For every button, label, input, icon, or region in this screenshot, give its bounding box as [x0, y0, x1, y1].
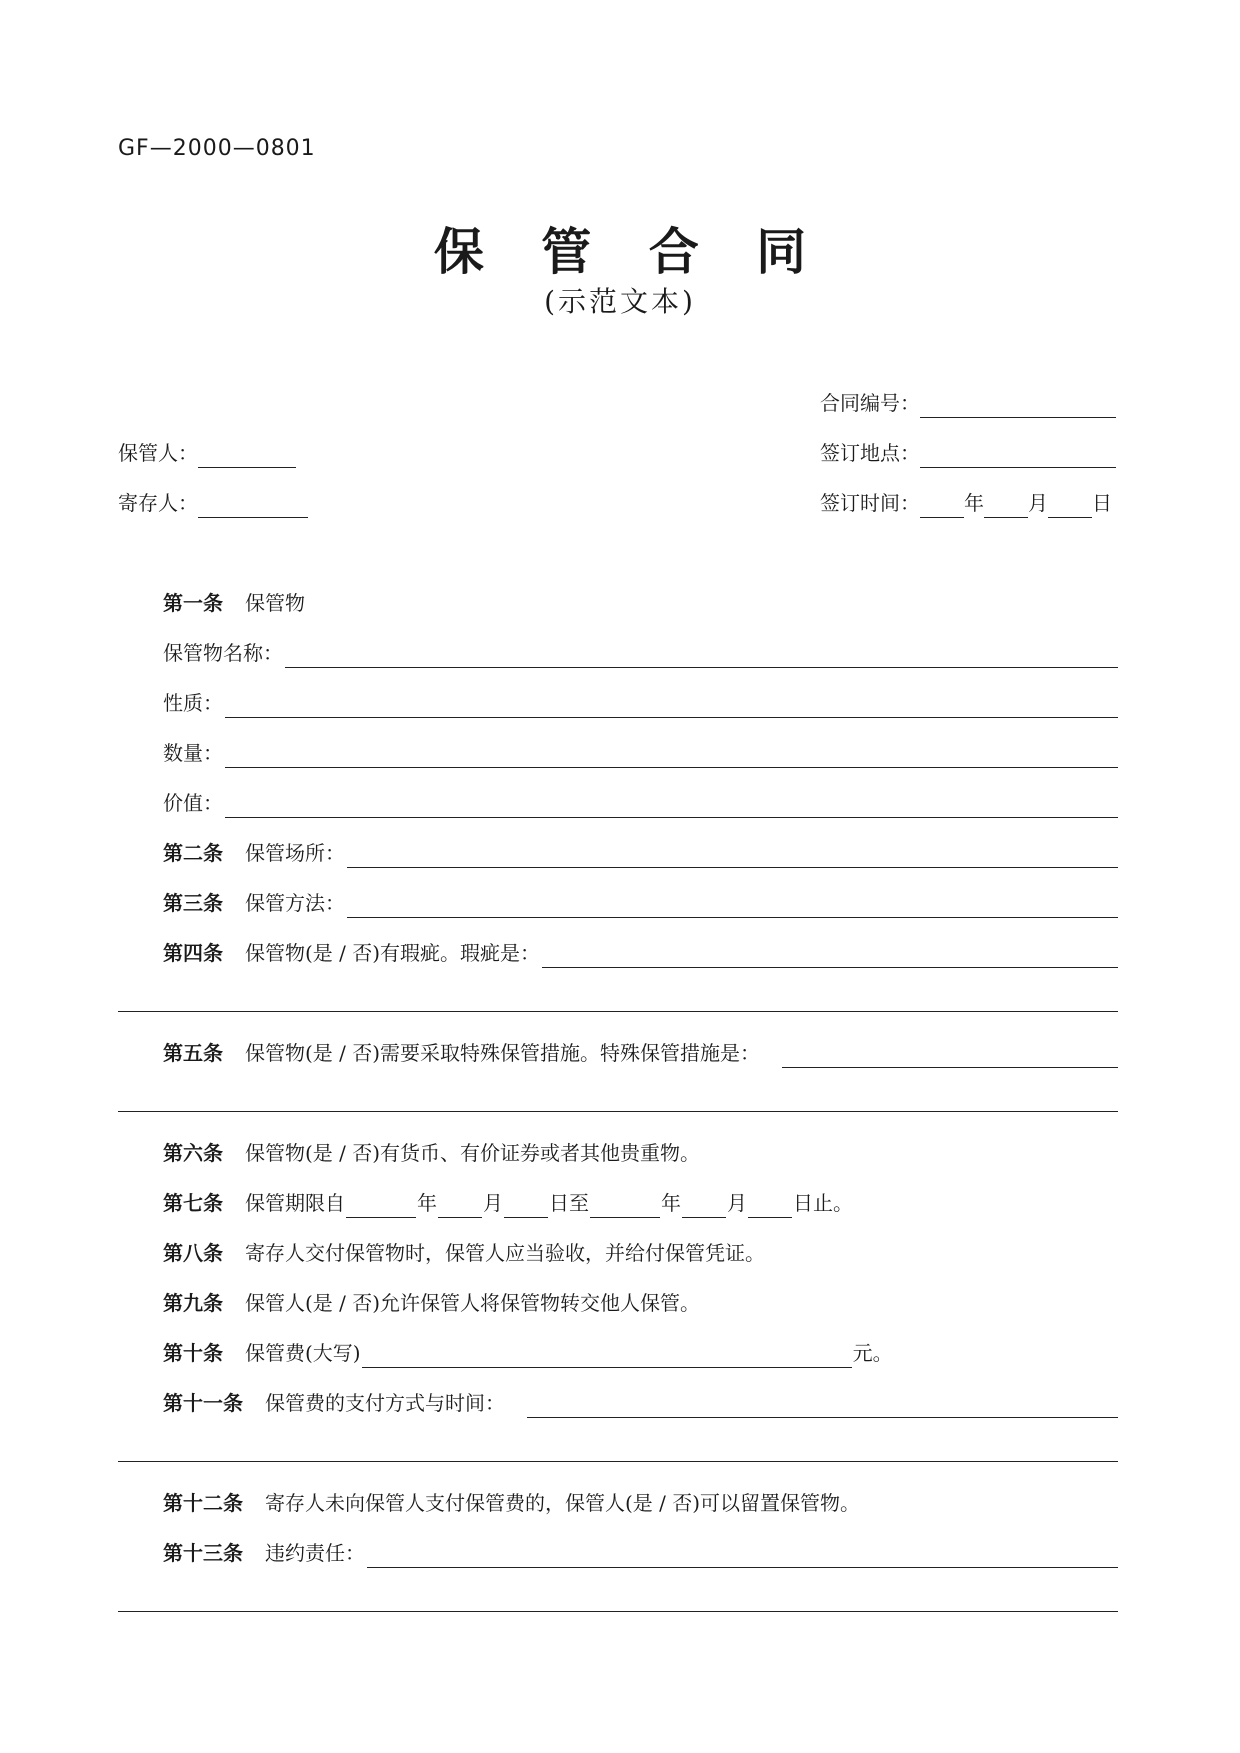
end-day-field[interactable]: [748, 1195, 792, 1218]
article-13-number: 第十三条: [163, 1541, 243, 1565]
sign-year-field[interactable]: [920, 495, 964, 518]
article-1: [163, 588, 1118, 618]
storage-place-field[interactable]: [347, 845, 1118, 868]
article-5-number: 第五条: [163, 1041, 223, 1065]
contract-number-field[interactable]: [920, 395, 1116, 418]
sign-place-label: 签订地点：: [820, 441, 920, 465]
fee-amount-field[interactable]: [362, 1345, 852, 1368]
article-13-text: 违约责任：: [265, 1541, 365, 1565]
document-subtitle: (示范文本): [544, 285, 696, 318]
article-10-prefix: 保管费(大写): [245, 1341, 361, 1365]
payment-continuation-line[interactable]: [118, 1461, 1118, 1462]
depositor-field[interactable]: [198, 495, 308, 518]
item-value-field[interactable]: [225, 795, 1118, 818]
item-name-row: [163, 638, 1118, 668]
article-8: [163, 1238, 1118, 1268]
article-1-text: 保管物: [245, 591, 305, 615]
item-value-row: [163, 788, 1118, 818]
item-name-field[interactable]: [285, 645, 1118, 668]
article-2: [163, 838, 1118, 868]
article-7-number: 第七条: [163, 1191, 223, 1215]
item-nature-row: [163, 688, 1118, 718]
sign-day-label: 日: [1092, 491, 1112, 515]
depositor-label: 寄存人：: [118, 491, 198, 515]
item-value-label: 价值：: [163, 791, 223, 815]
start-year-field[interactable]: [346, 1195, 416, 1218]
contract-number-row: [820, 388, 1116, 418]
article-1-number: 第一条: [163, 591, 223, 615]
article-11-text: 保管费的支付方式与时间：: [265, 1391, 505, 1415]
sign-month-label: 月: [1028, 491, 1048, 515]
item-quantity-label: 数量：: [163, 741, 223, 765]
item-name-label: 保管物名称：: [163, 641, 283, 665]
special-measures-field[interactable]: [782, 1045, 1118, 1068]
article-3-text: 保管方法：: [245, 891, 345, 915]
start-month-label: 月: [483, 1191, 503, 1215]
item-quantity-row: [163, 738, 1118, 768]
end-day-label: 日止。: [793, 1191, 853, 1215]
article-6-number: 第六条: [163, 1141, 223, 1165]
article-7: [163, 1188, 1118, 1218]
defect-field[interactable]: [542, 945, 1118, 968]
start-day-field[interactable]: [504, 1195, 548, 1218]
storage-method-field[interactable]: [347, 895, 1118, 918]
defect-continuation-line[interactable]: [118, 1011, 1118, 1012]
liability-field[interactable]: [367, 1545, 1118, 1568]
custodian-row: [118, 438, 296, 468]
article-13: [163, 1538, 1118, 1568]
special-measures-continuation-line[interactable]: [118, 1111, 1118, 1112]
document-code: GF—2000—0801: [118, 136, 316, 161]
article-9-number: 第九条: [163, 1291, 223, 1315]
article-7-prefix: 保管期限自: [245, 1191, 345, 1215]
item-nature-field[interactable]: [225, 695, 1118, 718]
end-month-label: 月: [727, 1191, 747, 1215]
start-month-field[interactable]: [438, 1195, 482, 1218]
article-8-text: 寄存人交付保管物时，保管人应当验收，并给付保管凭证。: [245, 1241, 765, 1265]
end-year-label: 年: [661, 1191, 681, 1215]
end-month-field[interactable]: [682, 1195, 726, 1218]
article-3: [163, 888, 1118, 918]
article-8-number: 第八条: [163, 1241, 223, 1265]
article-12: [163, 1488, 1118, 1518]
article-10: [163, 1338, 1118, 1368]
liability-continuation-line[interactable]: [118, 1611, 1118, 1612]
article-2-number: 第二条: [163, 841, 223, 865]
article-4: [163, 938, 1118, 968]
item-quantity-field[interactable]: [225, 745, 1118, 768]
sign-year-label: 年: [964, 491, 984, 515]
article-10-suffix: 元。: [852, 1341, 893, 1365]
article-10-number: 第十条: [163, 1341, 223, 1365]
article-11: [163, 1388, 1118, 1418]
end-year-field[interactable]: [590, 1195, 660, 1218]
start-year-label: 年: [417, 1191, 437, 1215]
sign-month-field[interactable]: [984, 495, 1028, 518]
article-12-text: 寄存人未向保管人支付保管费的，保管人(是 / 否)可以留置保管物。: [265, 1491, 861, 1515]
article-4-number: 第四条: [163, 941, 223, 965]
article-6: [163, 1138, 1118, 1168]
sign-day-field[interactable]: [1048, 495, 1092, 518]
item-nature-label: 性质：: [163, 691, 223, 715]
article-4-text: 保管物(是 / 否)有瑕疵。瑕疵是：: [245, 941, 541, 965]
article-11-number: 第十一条: [163, 1391, 243, 1415]
sign-place-field[interactable]: [920, 445, 1116, 468]
custodian-label: 保管人：: [118, 441, 198, 465]
article-9-text: 保管人(是 / 否)允许保管人将保管物转交他人保管。: [245, 1291, 701, 1315]
payment-method-field[interactable]: [527, 1395, 1118, 1418]
custodian-field[interactable]: [198, 445, 296, 468]
article-3-number: 第三条: [163, 891, 223, 915]
sign-time-row: [820, 488, 1112, 518]
article-12-number: 第十二条: [163, 1491, 243, 1515]
document-title: 保 管 合 同: [433, 222, 827, 281]
sign-place-row: [820, 438, 1116, 468]
depositor-row: [118, 488, 308, 518]
article-5-text: 保管物(是 / 否)需要采取特殊保管措施。特殊保管措施是：: [245, 1041, 761, 1065]
sign-time-label: 签订时间：: [820, 491, 920, 515]
start-day-label: 日至: [549, 1191, 589, 1215]
article-2-text: 保管场所：: [245, 841, 345, 865]
contract-number-label: 合同编号：: [820, 391, 920, 415]
article-5: [163, 1038, 1118, 1068]
article-6-text: 保管物(是 / 否)有货币、有价证券或者其他贵重物。: [245, 1141, 701, 1165]
article-9: [163, 1288, 1118, 1318]
